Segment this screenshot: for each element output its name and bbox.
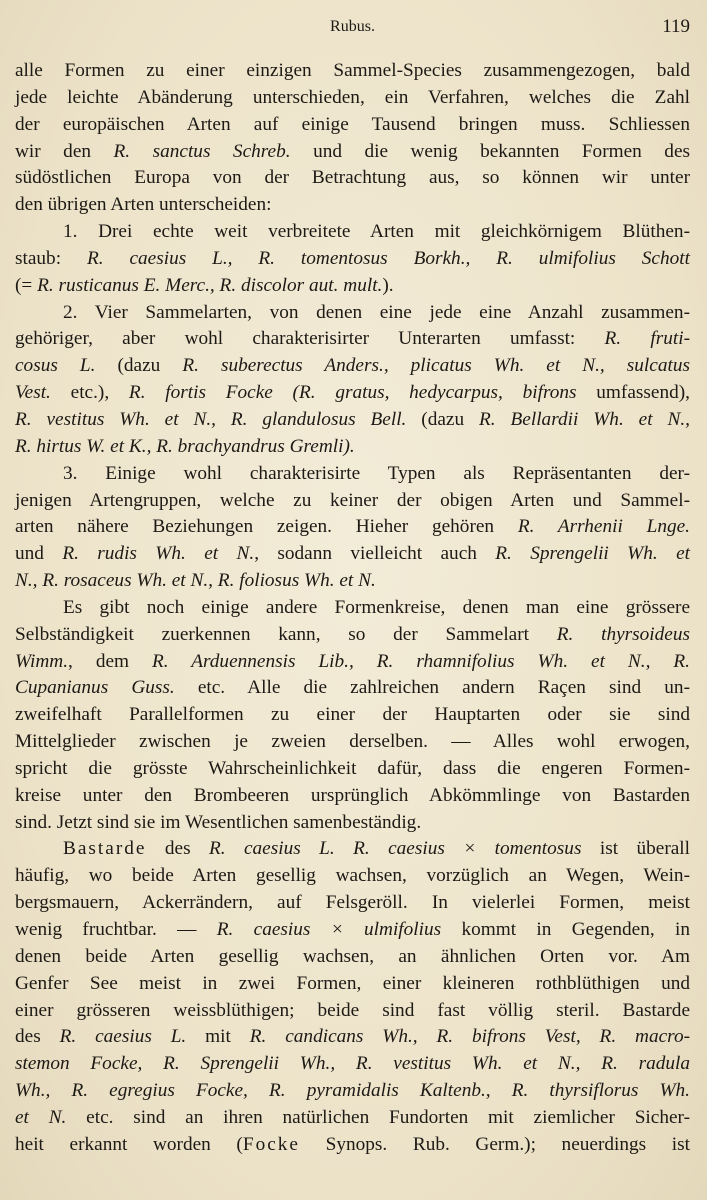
text-line — [15, 836, 690, 863]
italic-taxon-text: R. rusticanus E. Merc., R. discolor aut. mult. — [37, 274, 383, 296]
text-run: (= — [15, 274, 38, 296]
running-title: Rubus. — [330, 18, 375, 35]
text-line — [15, 917, 690, 944]
text-run: denen beide Arten gesellig wachsen, an ähnlichen Orten vor. Am — [15, 945, 690, 967]
text-line — [15, 675, 690, 702]
text-run: umfassend), — [576, 382, 690, 404]
text-line — [15, 192, 690, 219]
text-line — [15, 568, 690, 595]
text-line — [15, 380, 690, 407]
text-run: jenigen Artengruppen, welche zu keiner der obigen Arten und Sammel- — [15, 489, 690, 511]
text-run: etc.), — [50, 382, 129, 404]
text-line — [15, 300, 690, 327]
text-line — [15, 326, 690, 353]
text-run: 2. Vier Sammelarten, von denen eine jede eine Anzahl zusammen- — [63, 301, 690, 323]
text-run: Synops. Rub. Germ.); neuerdings ist — [299, 1133, 690, 1155]
text-run: Genfer See meist in zwei Formen, einer kleineren rothblüthigen und — [15, 972, 690, 994]
text-line — [15, 514, 690, 541]
text-run: und die wenig bekannten Formen des — [290, 140, 690, 162]
italic-taxon-text: R. candicans Wh., R. bifrons Vest, R. macro- — [249, 1026, 691, 1048]
text-run: südöstlichen Europa von der Betrachtung aus, so können wir unter — [15, 167, 690, 189]
text-line — [15, 434, 690, 461]
text-run: bergsmauern, Ackerrändern, auf Felsgeröll. In vielerlei Formen, meist — [15, 892, 690, 914]
text-run: alle Formen zu einer einzigen Sammel-Species zusammengezogen, bald — [15, 60, 690, 81]
italic-taxon-text: R. hirtus W. et K., R. brachyandrus Gremli). — [15, 435, 355, 457]
text-line — [15, 1105, 690, 1132]
text-run: , dem — [68, 650, 152, 672]
text-line — [15, 756, 690, 783]
text-line — [15, 1078, 690, 1105]
text-run: häufig, wo beide Arten gesellig wachsen, vorzüglich an Wegen, Wein- — [15, 865, 690, 887]
italic-taxon-text: Cupanianus Guss. — [15, 677, 175, 699]
italic-taxon-text: R. caesius L., R. tomentosus Borkh., R. ulmifolius Schott — [86, 247, 690, 269]
text-run: wir den — [15, 140, 114, 162]
text-line — [15, 890, 690, 917]
text-run: etc. Alle die zahlreichen andern Raçen sind un- — [174, 677, 690, 699]
text-run: wenig fruchtbar. — — [15, 919, 217, 940]
italic-taxon-text: R. caesius L. — [59, 1026, 187, 1048]
italic-taxon-text: R. caesius × ulmifolius — [216, 919, 442, 940]
text-run: , sodann vielleicht auch — [254, 543, 496, 565]
italic-taxon-text: Vest. — [15, 382, 51, 404]
text-run: ist überall — [581, 838, 691, 860]
text-run: und — [15, 543, 63, 565]
italic-taxon-text: stemon Focke, R. Sprengelii Wh., R. vestitus Wh. et N., R. radula — [15, 1053, 690, 1075]
text-run: 1. Drei echte weit verbreitete Arten mit gleichkörnigem Blüthen- — [63, 221, 690, 243]
text-line — [15, 595, 690, 622]
text-run: der europäischen Arten auf einige Tausend bringen muss. Schliessen — [15, 113, 690, 135]
text-run: (dazu — [95, 355, 183, 377]
text-line — [15, 1051, 690, 1078]
text-line — [15, 407, 690, 434]
text-run: Selbständigkeit zuerkennen kann, so der Sammelart — [15, 623, 557, 645]
italic-taxon-text: R. thyrsoideus — [556, 623, 690, 645]
text-run: des — [15, 1026, 60, 1048]
text-line — [15, 139, 690, 166]
text-line — [15, 488, 690, 515]
italic-taxon-text: R. Arrhenii Lnge. — [517, 516, 690, 538]
italic-taxon-text: R. Bellardii Wh. et N., — [479, 408, 690, 430]
body-text — [15, 58, 690, 1159]
text-run: 3. Einige wohl charakterisirte Typen als Repräsentanten der- — [63, 462, 690, 484]
italic-taxon-text: R. fruti- — [604, 328, 690, 350]
page-number: 119 — [662, 16, 690, 37]
text-run: Mittelglieder zwischen je zweien derselben. — Alles wohl erwogen, — [15, 731, 690, 753]
text-run: den übrigen Arten unterscheiden: — [15, 194, 272, 216]
italic-taxon-text: R. fortis Focke (R. gratus, hedycarpus, bifrons — [128, 382, 577, 404]
text-run: arten nähere Beziehungen zeigen. Hieher gehören — [15, 516, 518, 538]
text-run: Es gibt noch einige andere Formenkreise, denen man eine grössere — [63, 596, 690, 618]
text-line — [15, 649, 690, 676]
italic-taxon-text: R. caesius L. R. caesius × tomentosus — [208, 838, 582, 860]
text-line — [15, 353, 690, 380]
text-line — [15, 729, 690, 756]
text-run: kommt in Gegenden, in — [441, 919, 690, 940]
text-line — [15, 1024, 690, 1051]
text-line — [15, 58, 690, 85]
text-run: heit erkannt worden ( — [15, 1133, 243, 1155]
spaced-text: Focke — [242, 1133, 300, 1155]
page-header — [15, 16, 690, 40]
italic-taxon-text: R. Arduennensis Lib., R. rhamnifolius Wh. et N., R. — [152, 650, 690, 672]
italic-taxon-text: N., R. rosaceus Wh. et N., R. foliosus Wh. et N. — [15, 570, 376, 592]
text-run: des — [146, 838, 209, 860]
text-run: zweifelhaft Parallelformen zu einer der Hauptarten oder sie sind — [15, 704, 690, 726]
italic-taxon-text: R. Sprengelii Wh. et — [495, 543, 690, 565]
text-line — [15, 702, 690, 729]
text-line — [15, 622, 690, 649]
italic-taxon-text: R. sanctus Schreb. — [113, 140, 291, 162]
text-run: einer grösseren weissblüthigen; beide sind fast völlig steril. Bastarde — [15, 999, 690, 1021]
text-line — [15, 783, 690, 810]
text-line — [15, 971, 690, 998]
text-line — [15, 112, 690, 139]
italic-taxon-text: cosus L. — [15, 355, 96, 377]
text-line — [15, 998, 690, 1025]
text-line — [15, 219, 690, 246]
italic-taxon-text: R. suberectus Anders., plicatus Wh. et N., sulcatus — [182, 355, 690, 377]
text-run: gehöriger, aber wohl charakterisirter Unterarten umfasst: — [15, 328, 605, 350]
text-line — [15, 541, 690, 568]
italic-taxon-text: R. rudis Wh. et N. — [62, 543, 255, 565]
text-line — [15, 863, 690, 890]
text-run: ). — [382, 274, 394, 296]
italic-taxon-text: Wimm. — [15, 650, 69, 672]
text-line — [15, 810, 690, 837]
text-run: spricht die grösste Wahrscheinlichkeit dafür, dass die engeren Formen- — [15, 757, 690, 779]
text-run: sind. Jetzt sind sie im Wesentlichen samenbeständig. — [15, 811, 422, 833]
spaced-text: Bastarde — [63, 838, 147, 860]
text-line — [15, 246, 690, 273]
text-line — [15, 944, 690, 971]
text-line — [15, 85, 690, 112]
text-line — [15, 461, 690, 488]
text-run: (dazu — [406, 408, 479, 430]
italic-taxon-text: et N. — [15, 1106, 67, 1128]
text-run: jede leichte Abänderung unterschieden, ein Verfahren, welches die Zahl — [15, 86, 690, 108]
text-run: mit — [186, 1026, 250, 1048]
text-run: etc. sind an ihren natürlichen Fundorten mit ziemlicher Sicher- — [66, 1106, 690, 1128]
text-run: staub: — [15, 247, 87, 269]
italic-taxon-text: Wh., R. egregius Focke, R. pyramidalis Kaltenb., R. thyrsiflorus Wh. — [15, 1080, 690, 1102]
text-line — [15, 273, 690, 300]
italic-taxon-text: R. vestitus Wh. et N., R. glandulosus Bell. — [15, 408, 407, 430]
text-line — [15, 1132, 690, 1159]
text-line — [15, 165, 690, 192]
text-run: kreise unter den Brombeeren ursprünglich Abkömmlinge von Bastarden — [15, 784, 690, 806]
